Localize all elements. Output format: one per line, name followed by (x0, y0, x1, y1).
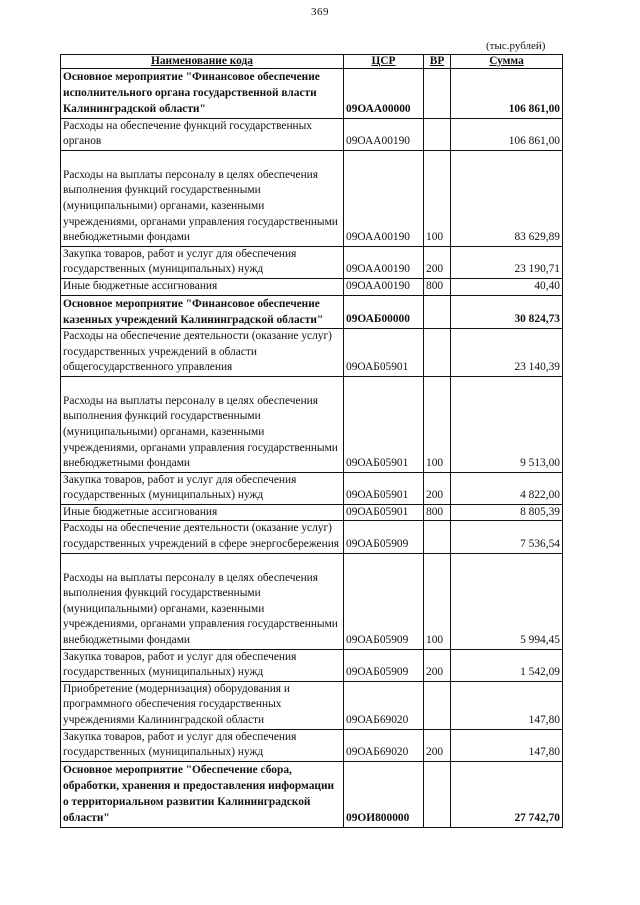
table-row (61, 295, 563, 328)
row-sum-cell: 30 824,73 (451, 295, 563, 328)
table-row (61, 328, 563, 376)
row-name-cell: Закупка товаров, работ и услуг для обеспечения государственных (муниципальных) нужд (61, 472, 344, 504)
row-vr-cell (424, 521, 451, 553)
row-sum-cell: 5 994,45 (451, 553, 563, 649)
row-name-cell: Основное мероприятие "Финансовое обеспечение исполнительного органа государственной власти Калининградской области" (61, 69, 344, 119)
row-name-cell: Закупка товаров, работ и услуг для обеспечения государственных (муниципальных) нужд (61, 729, 344, 761)
row-csr-cell: 09ОАБ05909 (344, 649, 424, 681)
table-row (61, 761, 563, 827)
row-csr-cell: 09ОАА00190 (344, 246, 424, 278)
row-name-cell: Расходы на обеспечение деятельности (оказание услуг) государственных учреждений в области общегосударственного управления (61, 328, 344, 376)
row-sum-cell: 40,40 (451, 278, 563, 295)
row-sum-cell: 4 822,00 (451, 472, 563, 504)
row-vr-cell: 100 (424, 553, 451, 649)
row-sum-cell: 106 861,00 (451, 118, 563, 150)
page-number: 369 (311, 6, 329, 18)
row-sum-cell: 27 742,70 (451, 761, 563, 827)
row-sum-cell: 23 190,71 (451, 246, 563, 278)
row-csr-cell: 09ОАБ05901 (344, 328, 424, 376)
row-sum-cell: 106 861,00 (451, 69, 563, 119)
row-vr-cell: 100 (424, 376, 451, 472)
table-row (61, 649, 563, 681)
table-row (61, 376, 563, 472)
row-sum-cell: 7 536,54 (451, 521, 563, 553)
table-row (61, 729, 563, 761)
row-csr-cell: 09ОАБ05909 (344, 521, 424, 553)
row-sum-cell: 147,80 (451, 681, 563, 729)
table-row (61, 521, 563, 553)
row-vr-cell: 200 (424, 246, 451, 278)
row-name-cell: Закупка товаров, работ и услуг для обеспечения государственных (муниципальных) нужд (61, 246, 344, 278)
row-sum-cell: 8 805,39 (451, 504, 563, 521)
row-csr-cell: 09ОАА00000 (344, 69, 424, 119)
row-name-cell: Иные бюджетные ассигнования (61, 278, 344, 295)
row-name-cell: Расходы на выплаты персоналу в целях обеспечения выполнения функций государственными (муниципальными) органами, казенными учреждениями, органами управления государственными внебюджетными фондами (61, 150, 344, 246)
header-vr: ВР (424, 55, 451, 69)
table-header-row (61, 55, 563, 69)
row-sum-cell: 1 542,09 (451, 649, 563, 681)
table-row (61, 69, 563, 119)
row-sum-cell: 83 629,89 (451, 150, 563, 246)
row-name-cell: Расходы на выплаты персоналу в целях обеспечения выполнения функций государственными (муниципальными) органами, казенными учреждениями, органами управления государственными внебюджетными фондами (61, 376, 344, 472)
row-vr-cell (424, 118, 451, 150)
table-row (61, 150, 563, 246)
row-csr-cell: 09ОАБ69020 (344, 729, 424, 761)
row-vr-cell (424, 681, 451, 729)
row-vr-cell: 200 (424, 472, 451, 504)
row-csr-cell: 09ОАБ05901 (344, 376, 424, 472)
header-name: Наименование кода (61, 55, 344, 69)
row-csr-cell: 09ОАА00190 (344, 150, 424, 246)
table-row (61, 246, 563, 278)
row-csr-cell: 09ОАБ05901 (344, 472, 424, 504)
row-vr-cell: 800 (424, 504, 451, 521)
row-name-cell: Расходы на выплаты персоналу в целях обеспечения выполнения функций государственными (муниципальными) органами, казенными учреждениями, органами управления государственными внебюджетными фондами (61, 553, 344, 649)
row-csr-cell: 09ОАБ05901 (344, 504, 424, 521)
row-sum-cell: 23 140,39 (451, 328, 563, 376)
row-csr-cell: 09ОАА00190 (344, 278, 424, 295)
header-sum: Сумма (451, 55, 563, 69)
row-vr-cell (424, 761, 451, 827)
row-vr-cell: 200 (424, 649, 451, 681)
budget-table (60, 54, 563, 828)
table-row (61, 504, 563, 521)
units-label: (тыс.рублей) (486, 40, 546, 52)
row-vr-cell (424, 295, 451, 328)
table-row (61, 118, 563, 150)
row-name-cell: Основное мероприятие "Финансовое обеспечение казенных учреждений Калининградской области" (61, 295, 344, 328)
row-csr-cell: 09ОАБ05909 (344, 553, 424, 649)
row-vr-cell (424, 69, 451, 119)
row-sum-cell: 147,80 (451, 729, 563, 761)
row-csr-cell: 09ОАБ00000 (344, 295, 424, 328)
row-vr-cell: 100 (424, 150, 451, 246)
row-name-cell: Расходы на обеспечение функций государственных органов (61, 118, 344, 150)
table-row (61, 472, 563, 504)
row-vr-cell: 200 (424, 729, 451, 761)
row-sum-cell: 9 513,00 (451, 376, 563, 472)
row-name-cell: Основное мероприятие "Обеспечение сбора, обработки, хранения и предоставления информации о территориальном развитии Калининградской области" (61, 761, 344, 827)
row-name-cell: Иные бюджетные ассигнования (61, 504, 344, 521)
row-vr-cell: 800 (424, 278, 451, 295)
header-csr: ЦСР (344, 55, 424, 69)
row-csr-cell: 09ОАБ69020 (344, 681, 424, 729)
row-vr-cell (424, 328, 451, 376)
row-name-cell: Закупка товаров, работ и услуг для обеспечения государственных (муниципальных) нужд (61, 649, 344, 681)
table-row (61, 681, 563, 729)
table-row (61, 278, 563, 295)
row-name-cell: Приобретение (модернизация) оборудования и программного обеспечения государственных учреждениями Калининградской области (61, 681, 344, 729)
row-name-cell: Расходы на обеспечение деятельности (оказание услуг) государственных учреждений в сфере энергосбережения (61, 521, 344, 553)
row-csr-cell: 09ОАА00190 (344, 118, 424, 150)
table-row (61, 553, 563, 649)
row-csr-cell: 09ОИ800000 (344, 761, 424, 827)
